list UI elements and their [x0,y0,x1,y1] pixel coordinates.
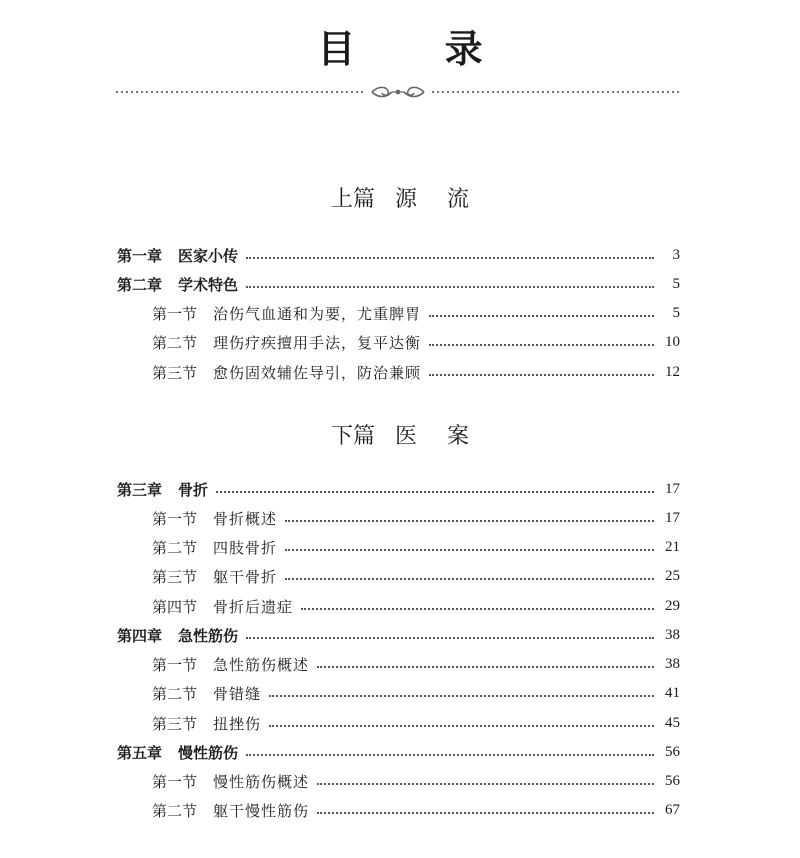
part-heading-lower [0,419,800,450]
toc-leader-dots [269,724,654,727]
toc-entry-title: 骨错缝 [213,685,262,704]
toc-entry-title: 愈伤固效辅佐导引，防治兼顾 [213,363,422,382]
toc-leader-dots [285,577,654,580]
toc-entry-section[interactable] [152,682,680,706]
part-heading-upper-word-1: 源 [394,187,417,212]
toc-entry-page: 21 [665,539,680,556]
toc-leader-dots [246,285,654,288]
toc-entry-chapter[interactable] [117,243,680,267]
scroll-ornament-icon [372,87,424,96]
toc-entry-number: 第一节 [152,305,198,323]
toc-entry-title: 骨折 [178,480,209,499]
toc-leader-dots [269,694,654,697]
toc-leader-dots [317,782,654,785]
toc-leader-dots [246,636,654,639]
page-title-char-2: 录 [444,27,483,71]
toc-entry-section[interactable] [152,331,680,355]
toc-entry-title: 骨折后遗症 [213,597,294,616]
toc-entry-section[interactable] [152,770,680,794]
toc-entry-chapter[interactable] [117,740,680,764]
toc-entry-title: 慢性筋伤 [178,743,239,762]
toc-entry-page: 41 [665,685,680,702]
toc-leader-dots [285,519,654,522]
toc-entry-number: 第二节 [152,334,198,353]
toc-leader-dots [301,607,654,610]
toc-entry-title: 躯干慢性筋伤 [213,802,310,821]
toc-entry-section[interactable] [152,536,680,560]
toc-entry-number: 第二节 [152,539,198,558]
toc-entry-number: 第五章 [117,743,163,762]
toc-entry-number: 第一节 [152,656,198,675]
toc-leader-dots [429,314,654,317]
toc-entry-section[interactable] [152,711,680,735]
toc-entry-title: 四肢骨折 [213,539,278,558]
toc-entry-page: 5 [672,305,680,321]
toc-entry-number: 第三节 [152,568,198,587]
toc-entry-page: 67 [665,802,680,819]
toc-entry-title: 慢性筋伤概述 [213,773,310,792]
toc-entry-title: 急性筋伤概述 [213,656,310,675]
part-heading-upper-word-2: 流 [447,187,470,212]
toc-entry-number: 第一章 [117,246,163,265]
toc-entry-title: 理伤疗疾擅用手法，复平达衡 [213,334,422,353]
toc-leader-dots [246,256,654,259]
toc-entry-number: 第四节 [152,597,198,616]
toc-leader-dots [317,665,654,668]
toc-entry-page: 25 [665,568,680,585]
toc-entry-section[interactable] [152,594,680,618]
toc-entry-title: 扭挫伤 [213,714,262,733]
toc-entry-title: 骨折概述 [213,509,278,528]
toc-entry-section[interactable] [152,360,680,384]
part-heading-upper-prefix: 上篇 [330,187,375,212]
toc-entry-title: 治伤气血通和为要，尤重脾胃 [213,305,422,323]
toc-entry-number: 第三章 [117,480,163,499]
toc-entry-title: 学术特色 [178,275,239,294]
toc-entry-chapter[interactable] [117,272,680,296]
part-heading-lower-word-2: 案 [447,424,470,449]
toc-leader-dots [429,343,654,346]
toc-leader-dots [285,548,654,551]
toc-entry-page: 17 [665,509,680,526]
toc-entry-page: 10 [665,334,680,351]
toc-entry-page: 56 [665,773,680,790]
toc-leader-dots [429,373,654,376]
page-title [0,18,800,73]
part-heading-lower-word-1: 医 [394,424,417,449]
toc-leader-dots [216,490,654,493]
toc-entry-page: 5 [672,275,680,292]
toc-entry-chapter[interactable] [117,623,680,647]
part-heading-lower-prefix: 下篇 [330,424,375,449]
toc-entry-section[interactable] [152,506,680,530]
toc-entry-number: 第二节 [152,685,198,704]
toc-entry-number: 第二节 [152,802,198,821]
toc-entry-page: 56 [665,743,680,760]
toc-entry-title: 医家小传 [178,246,239,265]
toc-entry-number: 第一节 [152,509,198,528]
page-title-char-1: 目 [317,27,356,71]
toc-entry-section[interactable] [152,565,680,589]
toc-entry-section[interactable] [152,302,680,326]
toc-entry-number: 第四章 [117,626,163,645]
toc-leader-dots [317,811,654,814]
toc-entry-number: 第二章 [117,275,163,294]
toc-entry-chapter[interactable] [117,477,680,501]
toc-entry-section[interactable] [152,799,680,823]
toc-entry-number: 第一节 [152,773,198,792]
toc-entry-number: 第三节 [152,363,198,382]
toc-entry-page: 38 [665,626,680,643]
toc-entry-number: 第三节 [152,714,198,733]
toc-entry-title: 躯干骨折 [213,568,278,587]
toc-entry-section[interactable] [152,653,680,677]
ornamental-divider [116,82,680,102]
toc-entry-title: 急性筋伤 [178,626,239,645]
toc-entry-page: 38 [665,656,680,673]
part-heading-upper [0,182,800,213]
toc-entry-page: 3 [672,246,680,263]
toc-leader-dots [246,753,654,756]
toc-entry-page: 12 [665,363,680,380]
toc-entry-page: 17 [665,480,680,497]
toc-entry-page: 29 [665,597,680,614]
toc-entry-page: 45 [665,714,680,731]
